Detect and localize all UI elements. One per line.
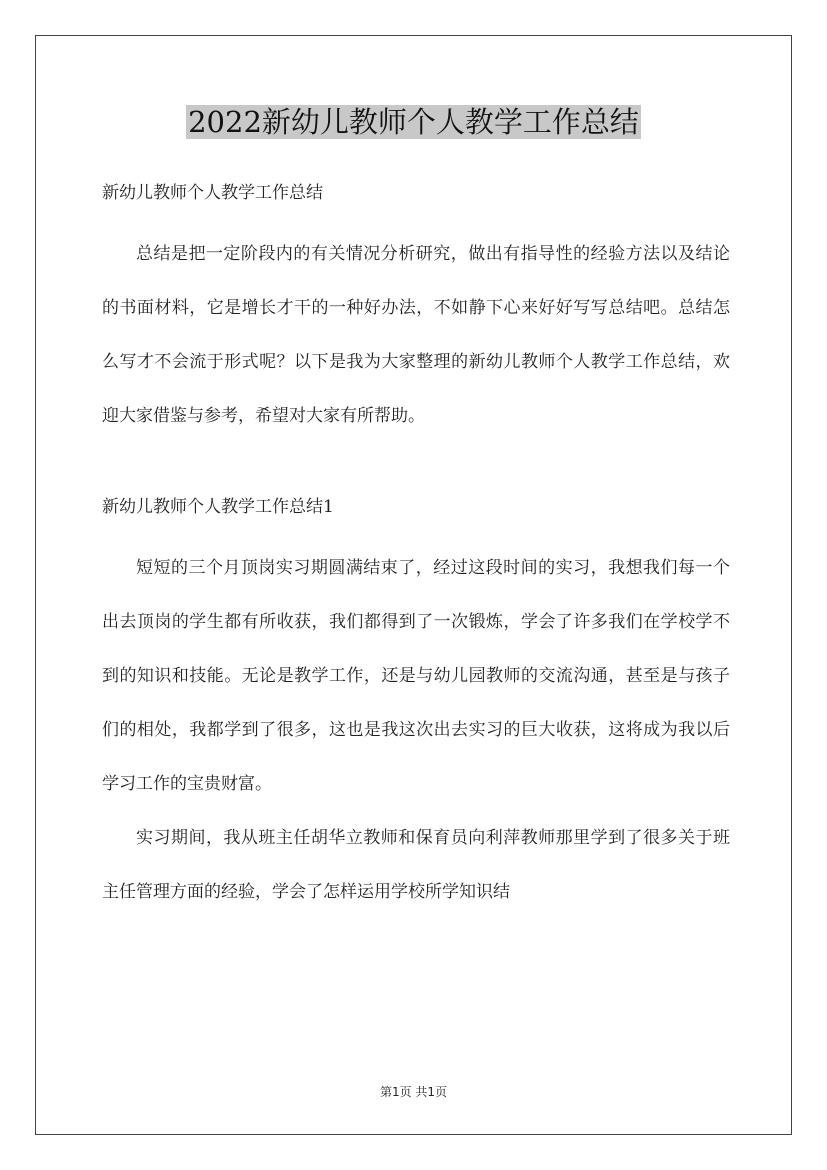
section1-paragraph-2: 实习期间，我从班主任胡华立教师和保育员向利萍教师那里学到了很多关于班主任管理方面的经验，学会了怎样运用学校所学知识结: [102, 828, 730, 902]
document-body: [102, 173, 730, 919]
intro-heading: 新幼儿教师个人教学工作总结: [102, 183, 323, 203]
section1-heading: 新幼儿教师个人教学工作总结1: [102, 497, 334, 517]
page-footer: 第1页 共1页: [379, 1085, 448, 1099]
section-spacer: [102, 443, 730, 487]
section1-paragraph-1: 短短的三个月顶岗实习期圆满结束了，经过这段时间的实习，我想我们每一个出去顶岗的学生都有所收获，我们都得到了一次锻炼，学会了许多我们在学校学不到的知识和技能。无论是教学工作，还是与幼儿园教师的交流沟通，甚至是与孩子们的相处，我都学到了很多，这也是我这次出去实习的巨大收获，这将成为我以后学习工作的宝贵财富。: [102, 558, 730, 794]
document-title-text: 2022新幼儿教师个人教学工作总结: [188, 105, 639, 139]
document-title: [0, 100, 827, 144]
intro-paragraph: 总结是把一定阶段内的有关情况分析研究，做出有指导性的经验方法以及结论的书面材料，它是增长才干的一种好办法，不如静下心来好好写写总结吧。总结怎么写才不会流于形式呢？以下是我为大家整理的新幼儿教师个人教学工作总结，欢迎大家借鉴与参考，希望对大家有所帮助。: [102, 244, 730, 426]
